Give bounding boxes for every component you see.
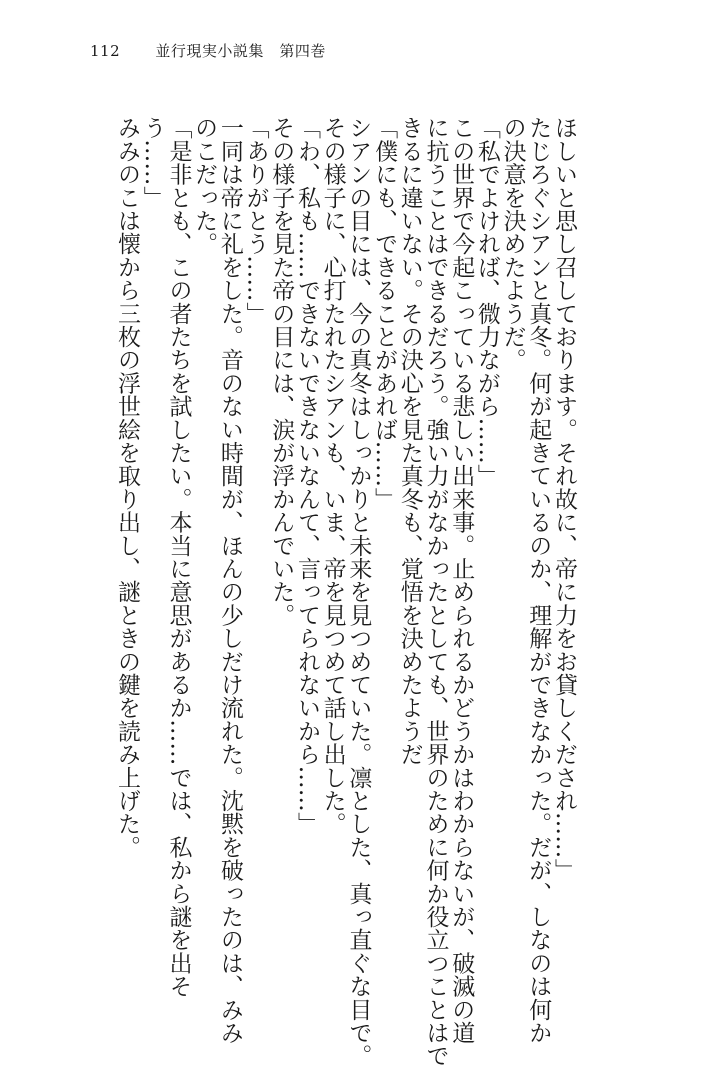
- text-line: シアンの目には、今の真冬はしっかりと未来を見つめていた。凛とした、真っ直ぐな目で。: [345, 116, 372, 1067]
- text-line: ほしいと思し召しております。それ故に、帝に力をお貸しくだされ……」: [551, 116, 577, 882]
- text-line: その様子を見た帝の目には、涙が浮かんでいた。: [268, 116, 295, 627]
- text-line: 「是非とも、この者たちを試したい。本当に意思があるか……では、私から謎を出そ: [165, 116, 192, 998]
- text-line: う……」: [139, 116, 166, 209]
- text-line: みみのこは懐から三枚の浮世絵を取り出し、謎ときの鍵を読み上げた。: [114, 116, 141, 859]
- text-line: 「私でよければ、微力ながら……」: [473, 116, 500, 488]
- text-line: たじろぐシアンと真冬。何が起きているのか、理解ができなかった。だが、しなのは何か: [525, 116, 552, 1044]
- text-line: その様子に、心打たれたシアンも、いま、帝を見つめて話し出した。: [319, 116, 346, 836]
- text-line: 「ありがとう……」: [242, 116, 269, 325]
- text-line: きるに違いない。その決心を見た真冬も、覚悟を決めたようだ: [396, 116, 423, 766]
- vertical-text-body: [113, 116, 577, 1067]
- page-number: 112: [90, 42, 121, 60]
- running-header: [90, 40, 326, 61]
- text-line: に抗うことはできるだろう。強い力がなかったとしても、世界のために何か役立つことはで: [422, 116, 449, 1067]
- text-line: この世界で今起こっている悲しい出来事。止められるかどうかはわからないが、破滅の道: [448, 116, 475, 1044]
- book-title: 並行現実小説集 第四巻: [155, 42, 326, 60]
- text-line: のこだった。: [191, 116, 218, 256]
- text-line: の決意を決めたようだ。: [499, 116, 526, 372]
- text-line: 一同は帝に礼をした。音のない時間が、ほんの少しだけ流れた。沈黙を破ったのは、みみ: [216, 116, 243, 1044]
- text-line: 「僕にも、できることがあれば……」: [371, 116, 398, 511]
- text-line: 「わ、私も……できないできないなんて、言ってられないから……」: [293, 116, 320, 836]
